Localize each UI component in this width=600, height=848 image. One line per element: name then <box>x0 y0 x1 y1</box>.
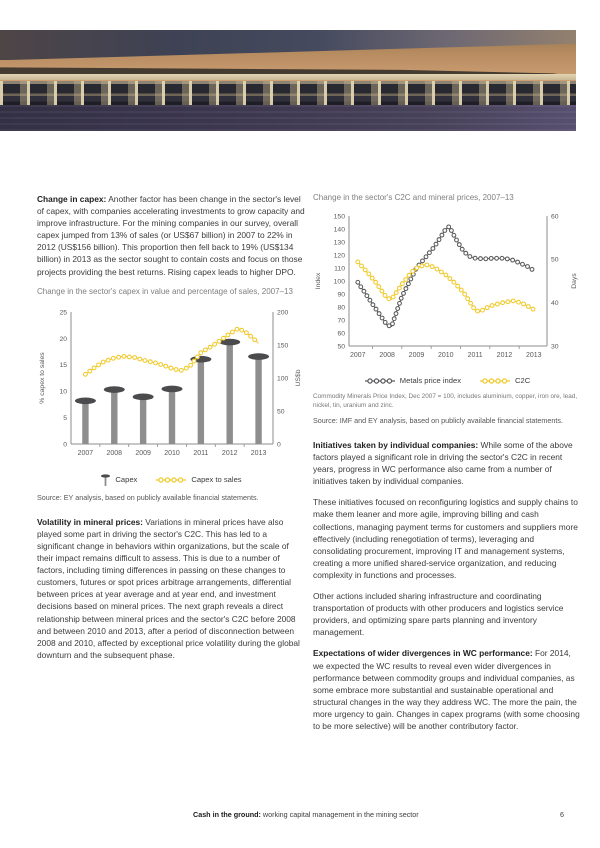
c2c-chart-footnote: Commodity Minerals Price Index, Dec 2007 = 100, includes aluminium, copper, iron ore, lead, nickel, tin, uranium and zinc. <box>313 393 578 409</box>
svg-text:100: 100 <box>333 278 345 286</box>
paragraph-change-in-capex: Change in capex: Another factor has been change in the sector's level of capex, with companies accelerating investments to grow capacity and improve infrastructure. For the mining companies in our survey, overall capex jumped from 13% of sales (or US$67 billion) in 2007 to 22% in 2012 (US$156 billion). This proportion then fell back to 19% (US$134 billion) in 2013 as the sector sought to contain costs and focus on those projects providing the best returns. Rising capex leads to higher DPO. <box>37 194 305 277</box>
svg-text:2008: 2008 <box>379 352 395 359</box>
legend-item-c2c: C2C <box>479 375 530 387</box>
svg-text:2013: 2013 <box>250 449 267 457</box>
capex-chart-svg <box>37 302 305 472</box>
svg-text:0: 0 <box>277 441 281 449</box>
paragraph-other-actions: Other actions included sharing infrastructure and coordinating transportation of products with other producers and logistics service providers, and optimizing spare parts planning and inventory management. <box>313 591 564 638</box>
metals-price-index-line-icon <box>364 377 396 385</box>
svg-text:2007: 2007 <box>350 352 366 359</box>
paragraph-expectations: Expectations of wider divergences in WC performance: For 2014, we expected the WC results to reveal even wider divergences in performance between commodity groups and individual companies, as some embrace more substantial and sustainable operational and structural changes in the way they address WC. The more the pain, the more urgency to gain. Changes in capex programs (with some choosing to be more selective) will be another contributory factor. <box>313 648 580 731</box>
heading-expectations: Expectations of wider divergences in WC performance: <box>313 648 533 659</box>
svg-text:15: 15 <box>59 361 67 369</box>
c2c-chart-svg <box>313 208 581 374</box>
svg-text:2012: 2012 <box>496 352 513 359</box>
page-number: 6 <box>560 810 564 819</box>
svg-text:10: 10 <box>59 388 67 396</box>
svg-text:70: 70 <box>337 317 345 325</box>
svg-text:2011: 2011 <box>193 449 209 457</box>
c2c-chart-source: Source: IMF and EY analysis, based on publicly available financial statements. <box>313 415 563 425</box>
svg-text:80: 80 <box>337 304 345 312</box>
legend-item-capex-to-sales: Capex to sales <box>155 474 241 486</box>
svg-text:25: 25 <box>59 309 67 317</box>
svg-text:100: 100 <box>277 375 289 383</box>
svg-text:140: 140 <box>333 226 345 234</box>
legend-item-metals-price-index: Metals price index <box>364 375 461 387</box>
svg-text:2011: 2011 <box>467 352 483 359</box>
capex-to-sales-line-icon <box>155 476 187 484</box>
svg-text:150: 150 <box>333 213 345 221</box>
svg-text:120: 120 <box>333 252 345 260</box>
c2c-chart-legend <box>313 375 581 387</box>
svg-text:60: 60 <box>551 213 559 221</box>
svg-text:20: 20 <box>59 335 67 343</box>
svg-text:30: 30 <box>551 343 559 351</box>
svg-text:% capex to sales: % capex to sales <box>39 351 46 404</box>
svg-text:0: 0 <box>63 441 67 449</box>
footer-title: Cash in the ground: working capital management in the mining sector <box>193 810 419 819</box>
capex-chart-source: Source: EY analysis, based on publicly available financial statements. <box>37 492 259 502</box>
svg-text:5: 5 <box>63 414 67 422</box>
svg-text:US$b: US$b <box>295 369 302 387</box>
svg-text:40: 40 <box>551 300 559 308</box>
capex-chart-legend <box>37 473 305 487</box>
heading-volatility: Volatility in mineral prices: <box>37 516 143 527</box>
photo-train-cars <box>0 81 576 105</box>
paragraph-initiatives: Initiatives taken by individual companies: While some of the above factors played a significant role in driving the sector's C2C in recent years, progress in WC performance also came from a number of initiatives taken by individual companies. <box>313 440 573 487</box>
svg-text:50: 50 <box>551 256 559 264</box>
svg-text:Days: Days <box>571 273 578 289</box>
svg-text:50: 50 <box>337 343 345 351</box>
ore-train-photo <box>0 30 576 131</box>
right-column <box>313 193 581 741</box>
page-footer <box>193 810 564 819</box>
svg-text:2010: 2010 <box>164 449 180 457</box>
svg-text:50: 50 <box>277 408 285 416</box>
svg-text:2012: 2012 <box>221 449 238 457</box>
svg-text:2009: 2009 <box>135 449 151 457</box>
svg-text:150: 150 <box>277 342 289 350</box>
paragraph-initiatives-detail: These initiatives focused on reconfiguring logistics and supply chains to make them leaner and more agile, improving billing and cash collections, managing payment terms for customers and suppliers more effectively (including renegotiation of terms), leveraging and consolidating procurement, improving IT and management systems, creating a more unified shared-service organization, and reducing complexity in functions and processes. <box>313 497 578 580</box>
svg-text:2007: 2007 <box>77 449 94 457</box>
svg-text:110: 110 <box>334 265 345 273</box>
svg-text:2008: 2008 <box>106 449 123 457</box>
paragraph-volatility: Volatility in mineral prices: Variations in mineral prices have also played some part in driving the sector's C2C. This has led to a significant change in behaviors within organizations, but the scale of their impact remains difficult to assess. This is due to a number of factors, including timing differences in passing on these changes to customers, futures or spot prices arbitrage arrangements, differential between prices at year average and at year end, and investment decisions based on mineral prices. The next graph reveals a direct relationship between mineral prices and the sector's C2C before 2008 and between 2010 and 2013, after a period of disconnection between 2008 and 2010, affected by exceptional price volatility during the global downturn and the subsequent phase. <box>37 516 300 660</box>
heading-change-in-capex: Change in capex: <box>37 194 107 204</box>
legend-item-capex: Capex <box>100 473 137 487</box>
svg-text:2010: 2010 <box>438 352 454 359</box>
capex-bar-icon <box>100 473 111 487</box>
svg-text:2013: 2013 <box>526 352 542 359</box>
svg-text:90: 90 <box>337 291 345 299</box>
svg-text:200: 200 <box>277 309 289 317</box>
photo-foreground-road <box>0 105 576 131</box>
svg-text:2009: 2009 <box>408 352 425 359</box>
capex-chart-title: Change in the sector's capex in value and percentage of sales, 2007–13 <box>37 286 293 296</box>
c2c-chart-title: Change in the sector's C2C and mineral prices, 2007–13 <box>313 193 514 202</box>
svg-text:Index: Index <box>315 272 322 290</box>
heading-initiatives: Initiatives taken by individual companies: <box>313 440 479 450</box>
svg-text:60: 60 <box>337 330 345 338</box>
svg-text:130: 130 <box>333 239 345 247</box>
left-column <box>37 193 305 670</box>
c2c-line-icon <box>479 377 511 385</box>
